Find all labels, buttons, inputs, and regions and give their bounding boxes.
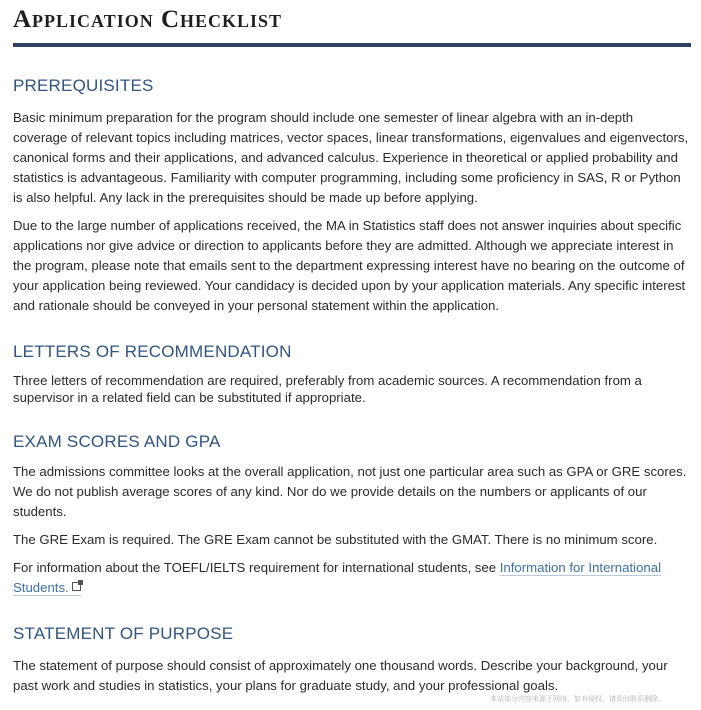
exam-paragraph-2: The GRE Exam is required. The GRE Exam cannot be substituted with the GMAT. There is no minimum score. <box>13 532 658 547</box>
statement-paragraph-1: The statement of purpose should consist of approximately one thousand words. Describe your background, your past work and studies in statistics, your plans for graduate study, and your professional goals. <box>13 658 668 693</box>
external-link-icon <box>72 582 81 591</box>
exam-paragraph-3-text: For information about the TOEFL/IELTS requirement for international students, see <box>13 560 500 575</box>
heading-statement-of-purpose: STATEMENT OF PURPOSE <box>13 624 234 643</box>
international-students-link-label: Information for International Students. <box>13 560 662 595</box>
letters-paragraph-1: Three letters of recommendation are required, preferably from academic sources. A recommendation from a supervisor in a related field can be substituted if appropriate. <box>13 373 642 405</box>
exam-paragraph-1: The admissions committee looks at the overall application, not just one particular area such as GPA or GRE scores. We do not publish average scores of any kind. Nor do we provide details on the numbers or applicants of our students. <box>13 464 687 519</box>
page-title: Application Checklist <box>13 6 283 33</box>
heading-letters: LETTERS OF RECOMMENDATION <box>13 342 292 361</box>
title-divider <box>13 43 691 47</box>
prerequisites-paragraph-1: Basic minimum preparation for the program should include one semester of linear algebra with an in-depth coverage of relevant topics including matrices, vector spaces, linear transformations, eigenvalues and eigenvectors, canonical forms and their applications, and advanced calculus. Experience in theoretical or applied probability and statistics is advantageous. Familiarity with computer programming, including some proficiency in SAS, R or Python is also helpful. Any lack in the prerequisites should be made up before applying. <box>13 110 689 205</box>
exam-paragraph-3 <box>13 558 691 598</box>
heading-exam-scores: EXAM SCORES AND GPA <box>13 432 221 451</box>
watermark: 本站部分内容来源于网络，如有侵权，请及时联系删除。 <box>490 696 665 703</box>
heading-prerequisites: PREREQUISITES <box>13 76 154 95</box>
prerequisites-paragraph-2: Due to the large number of applications received, the MA in Statistics staff does not answer inquiries about specific applications nor give advice or direction to applicants before they are admitted. Although we appreciate interest in the program, please note that emails sent to the department expressing interest have no bearing on the outcome of your application being reviewed. Your candidacy is decided upon by your application materials. Any specific interest and rationale should be conveyed in your personal statement within the application. <box>13 218 686 313</box>
page <box>13 0 691 696</box>
